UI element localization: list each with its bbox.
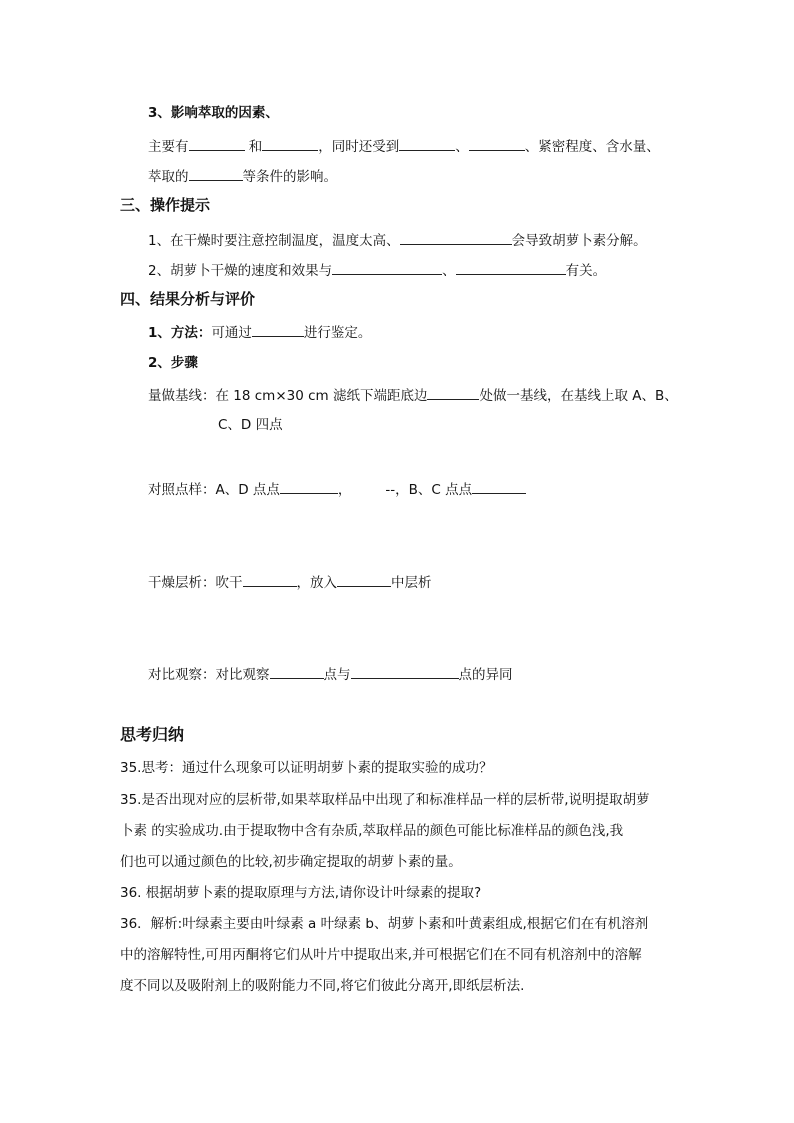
text: --，B、C 点点	[385, 482, 473, 498]
answer-35-line: 们也可以通过颜色的比较,初步确定提取的胡萝卜素的量。	[120, 854, 462, 870]
steps-label: 2、步骤	[148, 355, 198, 371]
text: ，同时还受到	[318, 139, 400, 155]
text: 、紧密程度、含水量、	[524, 139, 660, 155]
blank-field[interactable]	[472, 479, 526, 494]
text: 处做一基线，在基线上取 A、B、	[479, 388, 678, 404]
text: 中层析	[391, 575, 432, 591]
text: 1、在干燥时要注意控制温度，温度太高、	[148, 233, 400, 249]
blank-field[interactable]	[351, 664, 459, 679]
text: 进行鉴定。	[303, 325, 372, 341]
drying-line	[148, 572, 432, 592]
section-heading-results: 四、结果分析与评价	[120, 290, 256, 308]
blank-field[interactable]	[337, 572, 391, 587]
blank-field[interactable]	[469, 136, 525, 151]
blank-field[interactable]	[456, 260, 566, 275]
text: 萃取的	[148, 169, 189, 185]
text: 会导致胡萝卜素分解。	[511, 233, 647, 249]
compare-line	[148, 664, 513, 684]
blank-field[interactable]	[270, 664, 324, 679]
text: ，放入	[296, 575, 337, 591]
blank-field[interactable]	[332, 260, 442, 275]
method-line	[148, 322, 371, 342]
subsection-heading-3: 3、影响萃取的因素、	[148, 105, 279, 121]
text: 点与	[323, 667, 351, 683]
text: 、	[442, 263, 456, 279]
text: 和	[248, 139, 263, 155]
text: 等条件的影响。	[242, 169, 337, 185]
text: 对照点样：A、D 点点	[148, 482, 280, 498]
text: 主要有	[148, 139, 189, 155]
text: 可通过	[211, 325, 252, 341]
text: 2、胡萝卜干燥的速度和效果与	[148, 263, 333, 279]
blank-field[interactable]	[427, 385, 479, 400]
text: 对比观察：对比观察	[148, 667, 270, 683]
factors-line-2	[148, 166, 337, 186]
blank-field[interactable]	[189, 136, 245, 151]
blank-field[interactable]	[400, 230, 512, 245]
blank-field[interactable]	[262, 136, 318, 151]
answer-35-line: 卜素 的实验成功.由于提取物中含有杂质,萃取样品的颜色可能比标准样品的颜色浅,我	[120, 823, 624, 839]
answer-36-line: 度不同以及吸附剂上的吸附能力不同,将它们彼此分离开,即纸层析法.	[120, 978, 525, 994]
question-35: 35.思考：通过什么现象可以证明胡萝卜素的提取实验的成功？	[120, 760, 493, 776]
factors-line-1	[148, 136, 660, 156]
text: 、	[455, 139, 469, 155]
blank-field[interactable]	[399, 136, 455, 151]
method-label: 1、方法：	[148, 325, 212, 341]
blank-field[interactable]	[280, 479, 338, 494]
spotting-line	[148, 479, 526, 499]
answer-36-line: 中的溶解特性,可用丙酮将它们从叶片中提取出来,并可根据它们在不同有机溶剂中的溶解	[120, 947, 642, 963]
text: 有关。	[565, 263, 607, 279]
question-36: 36. 根据胡萝卜素的提取原理与方法,请你设计叶绿素的提取?	[120, 885, 482, 901]
answer-36-line: 36．解析:叶绿素主要由叶绿素 a 叶绿素 b、胡萝卜素和叶黄素组成,根据它们在有机溶剂	[120, 916, 649, 932]
text: 量做基线：在 18 cm×30 cm 滤纸下端距底边	[148, 388, 428, 404]
text: 干燥层析：吹干	[148, 575, 243, 591]
blank-field[interactable]	[252, 322, 304, 337]
baseline-line-cont: C、D 四点	[218, 417, 283, 433]
answer-35-line: 35.是否出现对应的层析带,如果萃取样品中出现了和标准样品一样的层析带,说明提取胡萝	[120, 792, 650, 808]
tip-item-1	[148, 230, 647, 250]
section-heading-thinking: 思考归纳	[120, 725, 185, 744]
tip-item-2	[148, 260, 606, 280]
section-heading-operation-tips: 三、操作提示	[120, 196, 211, 214]
blank-field[interactable]	[189, 166, 243, 181]
text: 点的异同	[458, 667, 513, 683]
baseline-line	[148, 385, 678, 405]
blank-field[interactable]	[243, 572, 297, 587]
text: ，	[337, 482, 352, 498]
